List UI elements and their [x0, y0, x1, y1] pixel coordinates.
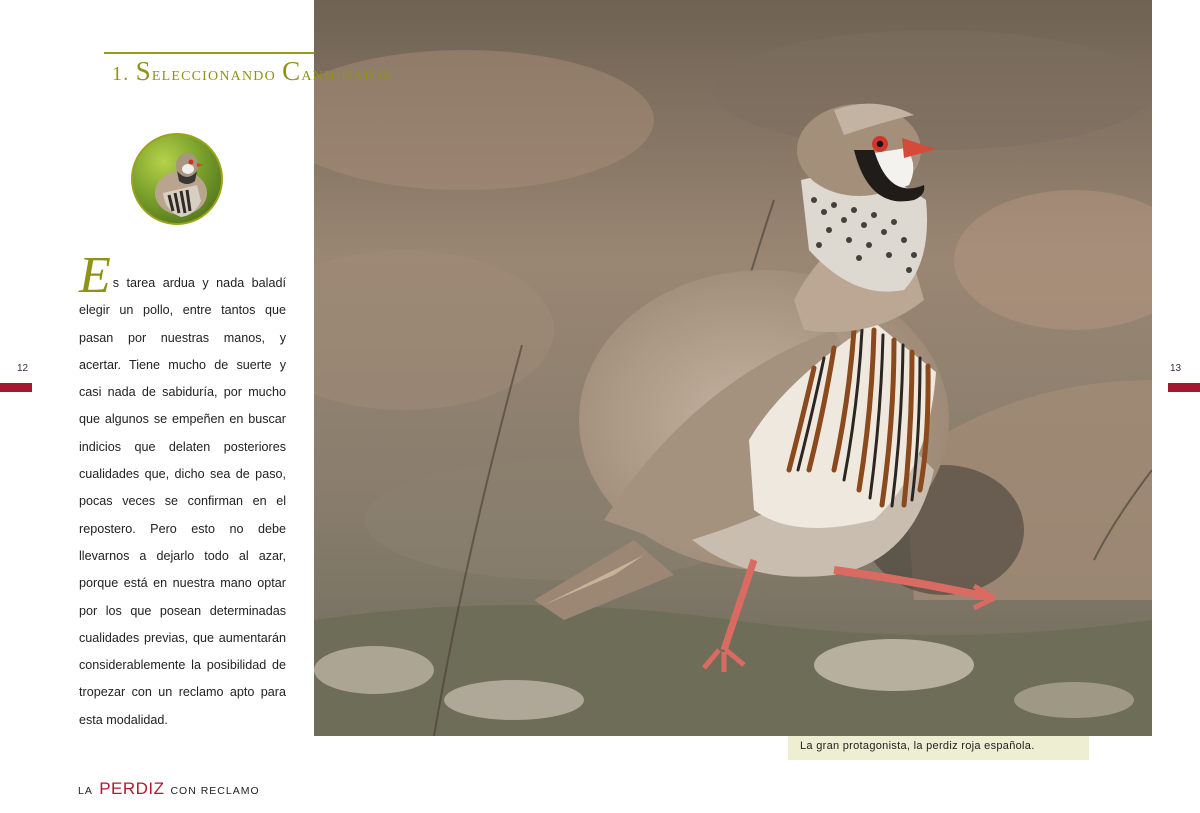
- footer-prefix: LA: [78, 785, 93, 797]
- body-paragraph: [79, 247, 286, 734]
- title-word-1-cap: S: [135, 56, 152, 86]
- title-rule: [104, 52, 314, 54]
- chapter-number: 1.: [112, 63, 130, 85]
- title-word-2-cap: C: [282, 56, 302, 86]
- partridge-thumbnail: [131, 133, 223, 225]
- body-text: s tarea ardua y nada baladí elegir un pollo, entre tantos que pasan por nuestras manos, y acertar. Tiene mucho de suerte y casi nada de sabiduría, por mucho que algunos se empeñen en buscar indicios que delaten posteriores cualidades que, dicho sea de paso, pocas veces se confirman en el repostero. Pero esto no debe llevarnos a dejarlo todo al azar, porque está en nuestra mano optar por los que posean determinadas cualidades previas, que aumentarán considerablemente la posibilidad de tropezar con un reclamo apto para esta modalidad.: [79, 276, 286, 727]
- chapter-title: [112, 56, 392, 87]
- drop-cap: E: [79, 247, 111, 304]
- page-marker-right: [1168, 383, 1200, 392]
- photo-caption: [788, 736, 1089, 760]
- title-word-2-rest: andidatos: [301, 63, 392, 85]
- caption-text: La gran protagonista, la perdiz roja española.: [800, 740, 1035, 752]
- partridge-photo: [314, 0, 1152, 736]
- page-number-left: 12: [17, 363, 29, 374]
- page-number-right: 13: [1170, 363, 1182, 374]
- title-word-1-rest: eleccionando: [151, 63, 276, 85]
- page-marker-left: [0, 383, 32, 392]
- footer-suffix: CON RECLAMO: [170, 785, 260, 797]
- running-footer: [78, 779, 260, 799]
- footer-brand: PERDIZ: [99, 779, 165, 798]
